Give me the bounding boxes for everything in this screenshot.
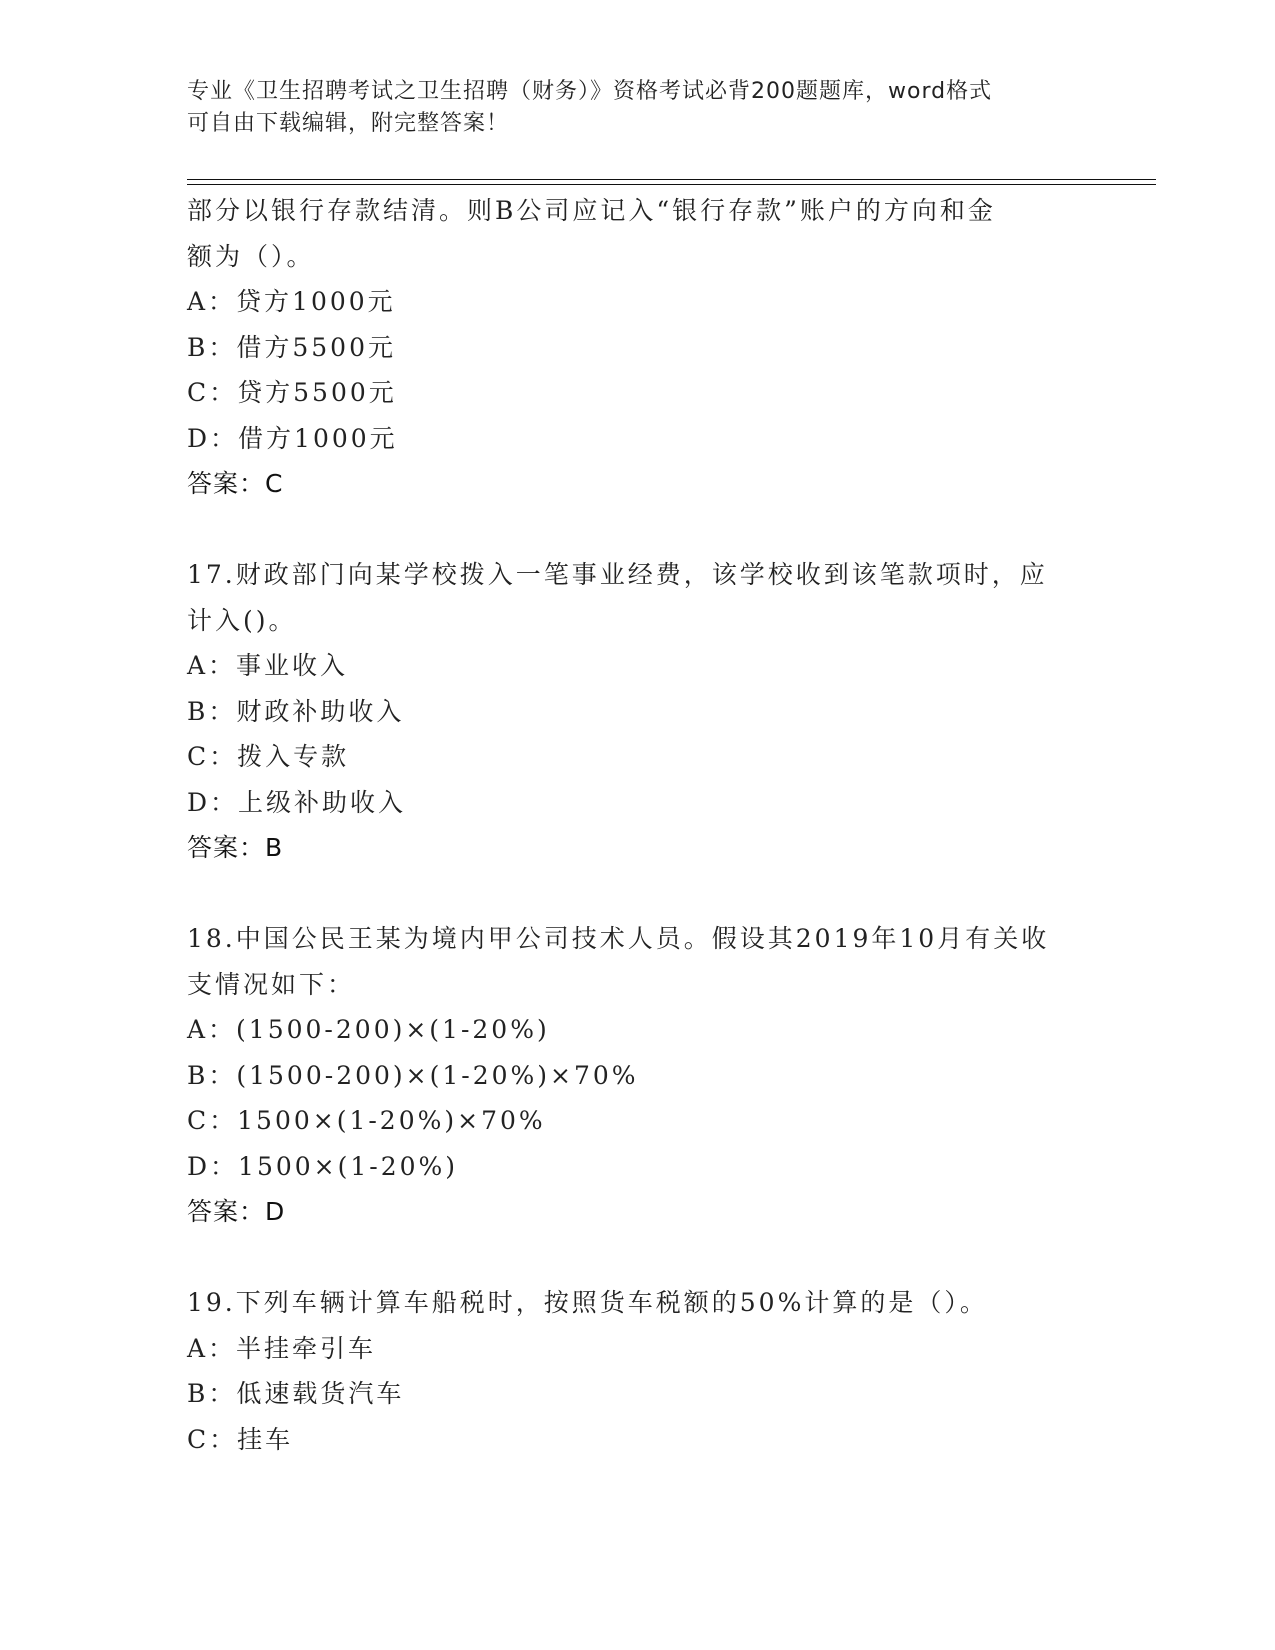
question-stem: 额为（）。 xyxy=(187,241,315,271)
option-b: B：(1500-200)×(1-20%)×70% xyxy=(187,1060,639,1090)
option-a: A：(1500-200)×(1-20%) xyxy=(187,1015,550,1044)
question-stem: 19.下列车辆计算车船税时，按照货车税额的50%计算的是（）。 xyxy=(187,1288,988,1317)
option-d: D：1500×(1-20%) xyxy=(187,1151,459,1181)
question-16 xyxy=(187,188,1087,507)
option-c: C：拨入专款 xyxy=(187,742,350,771)
question-stem: 计入()。 xyxy=(187,605,297,635)
option-b: B：借方5500元 xyxy=(187,332,396,362)
question-list xyxy=(187,188,1087,1462)
option-c: C：1500×(1-20%)×70% xyxy=(187,1106,546,1135)
question-17 xyxy=(187,552,1087,871)
option-b: B：财政补助收入 xyxy=(187,696,405,726)
option-a: A：事业收入 xyxy=(187,651,349,680)
question-19 xyxy=(187,1280,1087,1462)
option-d: D：借方1000元 xyxy=(187,423,398,453)
header-divider-bottom xyxy=(187,184,1156,185)
option-c: C：贷方5500元 xyxy=(187,378,397,407)
option-c: C：挂车 xyxy=(187,1424,294,1454)
header-line-1: 专业《卫生招聘考试之卫生招聘（财务）》资格考试必背200题题库，word格式 xyxy=(187,79,993,104)
answer-line: 答案：C xyxy=(187,469,284,498)
question-stem: 17.财政部门向某学校拨入一笔事业经费，该学校收到该笔款项时，应 xyxy=(187,560,1048,589)
question-spacer xyxy=(187,871,1087,917)
answer-line: 答案：B xyxy=(187,833,284,862)
answer-line: 答案：D xyxy=(187,1197,286,1226)
option-a: A：半挂牵引车 xyxy=(187,1333,377,1363)
document-header xyxy=(187,76,1067,140)
option-a: A：贷方1000元 xyxy=(187,287,396,316)
question-spacer xyxy=(187,1235,1087,1281)
question-stem: 支情况如下： xyxy=(187,969,356,999)
question-stem: 部分以银行存款结清。则B公司应记入“银行存款”账户的方向和金 xyxy=(187,196,996,225)
option-d: D：上级补助收入 xyxy=(187,787,407,817)
option-b: B：低速载货汽车 xyxy=(187,1379,405,1408)
question-18 xyxy=(187,916,1087,1235)
question-spacer xyxy=(187,507,1087,553)
header-divider-top xyxy=(187,179,1156,180)
header-line-2: 可自由下载编辑，附完整答案！ xyxy=(187,111,510,136)
question-stem: 18.中国公民王某为境内甲公司技术人员。假设其2019年10月有关收 xyxy=(187,924,1050,953)
